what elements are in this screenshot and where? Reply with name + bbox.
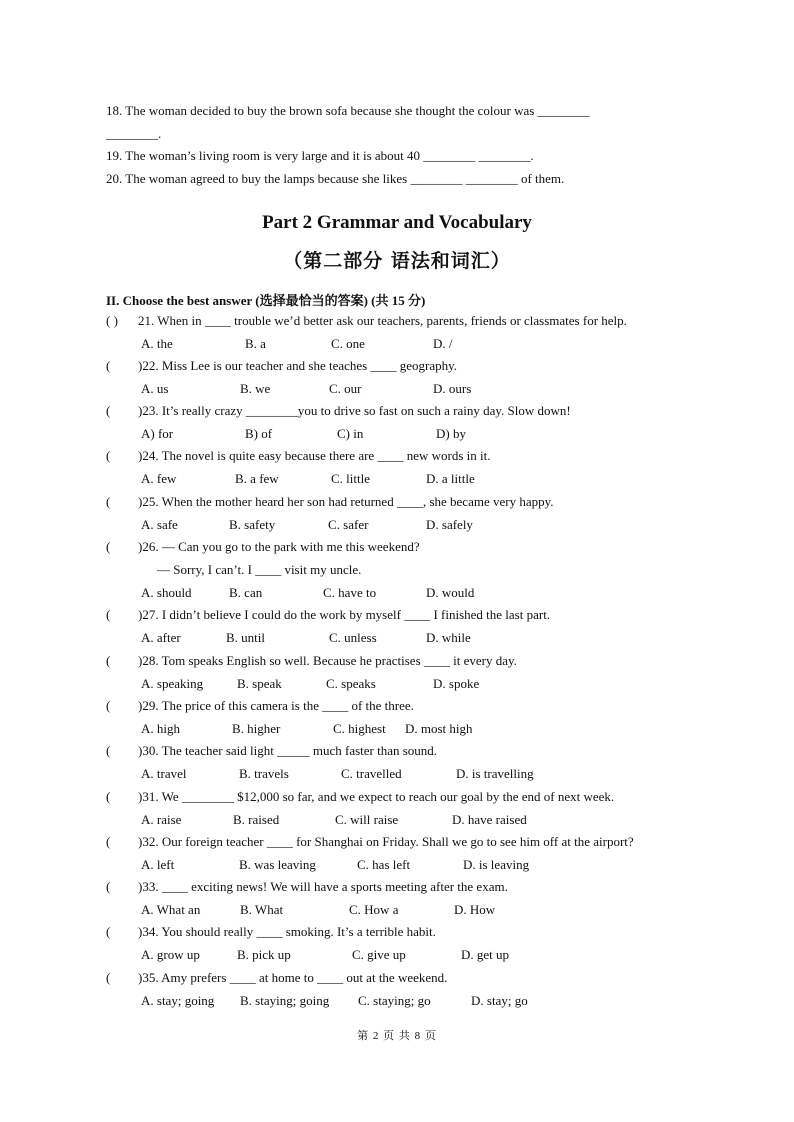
option-b: B. pick up [237, 947, 291, 962]
question-text: )33. ____ exciting news! We will have a sports meeting after the exam. [138, 879, 508, 894]
option-d: D. a little [426, 471, 475, 486]
option-a: A. stay; going [141, 993, 215, 1008]
option-a: A. should [141, 585, 192, 600]
option-b: B. travels [239, 766, 289, 781]
option-b: B. we [240, 381, 271, 396]
option-c: C. one [331, 336, 365, 351]
question-text: )30. The teacher said light _____ much faster than sound. [138, 743, 438, 758]
answer-blank[interactable]: ( [106, 653, 111, 668]
option-d: D. most high [405, 721, 473, 736]
option-b: B) of [245, 426, 273, 441]
option-b: B. raised [233, 812, 280, 827]
option-c: C. staying; go [358, 993, 431, 1008]
answer-blank[interactable]: ( [106, 789, 111, 804]
question-text: )25. When the mother heard her son had returned ____, she became very happy. [138, 494, 554, 509]
option-c: C. will raise [335, 812, 399, 827]
option-c: C) in [337, 426, 364, 441]
option-a: A. us [141, 381, 169, 396]
option-a: A. few [141, 471, 177, 486]
answer-blank[interactable]: ( [106, 607, 111, 622]
answer-blank[interactable]: ( [106, 403, 111, 418]
option-c: C. How a [349, 902, 399, 917]
option-b: B. until [226, 630, 266, 645]
question-18-text: 18. The woman decided to buy the brown sofa because she thought the colour was ________ [106, 103, 590, 118]
option-c: C. our [329, 381, 362, 396]
option-d: D. / [433, 336, 453, 351]
question-text: )24. The novel is quite easy because there are ____ new words in it. [138, 448, 491, 463]
option-c: C. has left [357, 857, 411, 872]
question-text: )28. Tom speaks English so well. Because he practises ____ it every day. [138, 653, 517, 668]
answer-blank[interactable]: ( [106, 834, 111, 849]
option-b: B. a few [235, 471, 279, 486]
question-text: )35. Amy prefers ____ at home to ____ out at the weekend. [138, 970, 448, 985]
part-subtitle: （第二部分 语法和词汇） [283, 250, 511, 272]
option-a: A. left [141, 857, 175, 872]
question-text: )23. It’s really crazy ________you to drive so fast on such a rainy day. Slow down! [138, 403, 571, 418]
question-18-line-1 [106, 104, 686, 117]
option-a: A) for [141, 426, 174, 441]
option-c: C. little [331, 471, 370, 486]
option-d: D. is leaving [463, 857, 530, 872]
question-text: )26. — Can you go to the park with me this weekend? [138, 539, 420, 554]
part-title: Part 2 Grammar and Vocabulary [262, 212, 532, 233]
answer-blank[interactable]: ( ) [106, 313, 118, 328]
option-b: B. higher [232, 721, 281, 736]
answer-blank[interactable]: ( [106, 970, 111, 985]
question-text: )27. I didn’t believe I could do the work by myself ____ I finished the last part. [138, 607, 551, 622]
answer-blank[interactable]: ( [106, 743, 111, 758]
answer-blank[interactable]: ( [106, 494, 111, 509]
option-b: B. safety [229, 517, 276, 532]
option-b: B. staying; going [240, 993, 330, 1008]
option-d: D. How [454, 902, 496, 917]
answer-blank[interactable]: ( [106, 879, 111, 894]
option-a: A. safe [141, 517, 178, 532]
question-text: 21. When in ____ trouble we’d better ask our teachers, parents, friends or classmates for help. [138, 313, 627, 328]
option-c: C. have to [323, 585, 377, 600]
option-a: A. high [141, 721, 180, 736]
option-c: C. safer [328, 517, 369, 532]
option-d: D. have raised [452, 812, 527, 827]
answer-blank[interactable]: ( [106, 358, 111, 373]
option-d: D) by [436, 426, 466, 441]
dialogue-reply: — Sorry, I can’t. I ____ visit my uncle. [157, 562, 362, 577]
option-a: A. raise [141, 812, 182, 827]
option-d: D. ours [433, 381, 472, 396]
option-b: B. a [245, 336, 266, 351]
option-a: A. after [141, 630, 181, 645]
section-heading: II. Choose the best answer (选择最恰当的答案) (共 15 分) [106, 293, 426, 308]
option-a: A. What an [141, 902, 201, 917]
question-18-line-2: ________. [106, 126, 162, 141]
option-a: A. grow up [141, 947, 200, 962]
question-text: )34. You should really ____ smoking. It’s a terrible habit. [138, 924, 436, 939]
question-19: 19. The woman’s living room is very large and it is about 40 ________ ________. [106, 148, 534, 163]
option-b: B. What [240, 902, 284, 917]
question-20: 20. The woman agreed to buy the lamps because she likes ________ ________ of them. [106, 171, 565, 186]
option-b: B. speak [237, 676, 282, 691]
option-c: C. highest [333, 721, 386, 736]
option-d: D. get up [461, 947, 510, 962]
option-b: B. can [229, 585, 263, 600]
question-text: )29. The price of this camera is the ____ of the three. [138, 698, 414, 713]
option-d: D. stay; go [471, 993, 528, 1008]
question-text: )31. We ________ $12,000 so far, and we expect to reach our goal by the end of next week. [138, 789, 615, 804]
question-text: )32. Our foreign teacher ____ for Shanghai on Friday. Shall we go to see him off at the airport? [138, 834, 634, 849]
option-d: D. while [426, 630, 471, 645]
option-b: B. was leaving [239, 857, 316, 872]
answer-blank[interactable]: ( [106, 698, 111, 713]
option-a: A. speaking [141, 676, 204, 691]
option-d: D. spoke [433, 676, 480, 691]
answer-blank[interactable]: ( [106, 924, 111, 939]
option-d: D. would [426, 585, 475, 600]
option-c: C. give up [352, 947, 406, 962]
answer-blank[interactable]: ( [106, 539, 111, 554]
option-c: C. travelled [341, 766, 402, 781]
option-c: C. unless [329, 630, 377, 645]
option-d: D. safely [426, 517, 473, 532]
option-a: A. the [141, 336, 173, 351]
question-text: )22. Miss Lee is our teacher and she teaches ____ geography. [138, 358, 457, 373]
page-footer: 第 2 页 共 8 页 [357, 1030, 437, 1042]
option-c: C. speaks [326, 676, 376, 691]
option-d: D. is travelling [456, 766, 534, 781]
option-a: A. travel [141, 766, 187, 781]
answer-blank[interactable]: ( [106, 448, 111, 463]
